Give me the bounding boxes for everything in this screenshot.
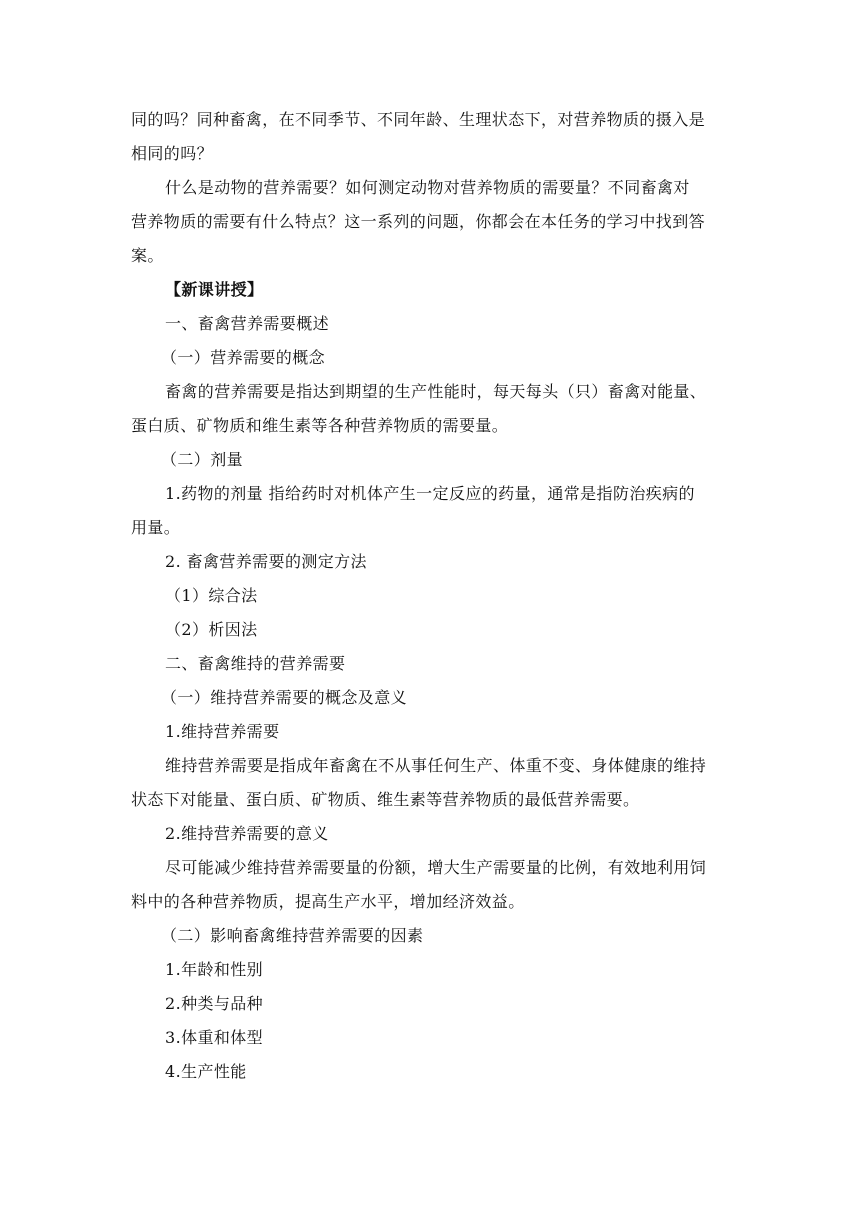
list-item: 3.体重和体型 bbox=[165, 1028, 264, 1047]
list-item: 2.维持营养需要的意义 bbox=[165, 824, 329, 843]
section-heading: 【新课讲授】 bbox=[165, 280, 264, 299]
subsection-heading: （二）剂量 bbox=[161, 450, 244, 469]
paragraph-line: 畜禽的营养需要是指达到期望的生产性能时，每天每头（只）畜禽对能量、 bbox=[165, 382, 707, 401]
list-item: 1.年龄和性别 bbox=[165, 960, 264, 979]
paragraph-line: 什么是动物的营养需要？如何测定动物对营养物质的需要量？不同畜禽对 bbox=[165, 178, 690, 197]
paragraph-line: 1.药物的剂量 指给药时对机体产生一定反应的药量，通常是指防治疾病的 bbox=[165, 484, 695, 503]
paragraph-line: 相同的吗？ bbox=[131, 144, 214, 163]
list-item: （2）析因法 bbox=[165, 620, 258, 639]
paragraph-line: 状态下对能量、蛋白质、矿物质、维生素等营养物质的最低营养需要。 bbox=[131, 790, 640, 809]
paragraph-line: 营养物质的需要有什么特点？这一系列的问题，你都会在本任务的学习中找到答 bbox=[131, 212, 706, 231]
list-item: 2.种类与品种 bbox=[165, 994, 264, 1013]
paragraph-line: 料中的各种营养物质，提高生产水平，增加经济效益。 bbox=[131, 892, 525, 911]
list-item: 1.维持营养需要 bbox=[165, 722, 280, 741]
paragraph-line: 蛋白质、矿物质和维生素等各种营养物质的需要量。 bbox=[131, 416, 509, 435]
paragraph-line: 用量。 bbox=[131, 518, 181, 537]
subsection-heading: （二）影响畜禽维持营养需要的因素 bbox=[161, 926, 424, 945]
list-item: （1）综合法 bbox=[165, 586, 258, 605]
list-item: 2. 畜禽营养需要的测定方法 bbox=[165, 552, 367, 571]
paragraph-line: 案。 bbox=[131, 246, 164, 265]
document-body bbox=[131, 103, 731, 1089]
subsection-heading: （一）维持营养需要的概念及意义 bbox=[161, 688, 408, 707]
section-heading: 一、畜禽营养需要概述 bbox=[165, 314, 330, 333]
section-heading: 二、畜禽维持的营养需要 bbox=[165, 654, 346, 673]
subsection-heading: （一）营养需要的概念 bbox=[161, 348, 326, 367]
paragraph-line: 同的吗？同种畜禽，在不同季节、不同年龄、生理状态下，对营养物质的摄入是 bbox=[131, 110, 706, 129]
list-item: 4.生产性能 bbox=[165, 1062, 247, 1081]
paragraph-line: 维持营养需要是指成年畜禽在不从事任何生产、体重不变、身体健康的维持 bbox=[165, 756, 707, 775]
paragraph-line: 尽可能减少维持营养需要量的份额，增大生产需要量的比例，有效地利用饲 bbox=[165, 858, 707, 877]
